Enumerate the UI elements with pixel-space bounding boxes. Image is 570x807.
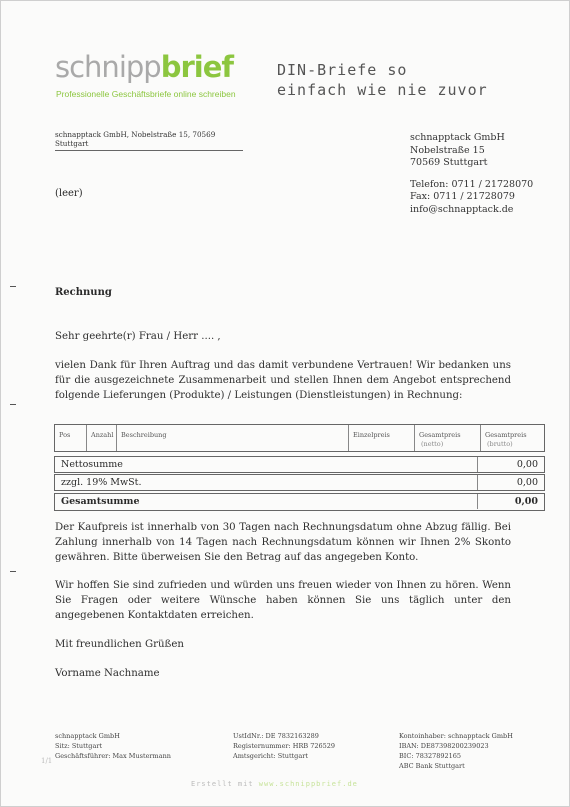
footer-company-info [55,731,171,761]
column-divider [477,475,478,490]
header-net-total-sub: (netto) [421,440,444,448]
sender-city: 70569 Stuttgart [410,157,488,168]
footer-line: UstIdNr.: DE 7832163289 [233,732,319,740]
footer-line: Kontoinhaber: schnapptack GmbH [399,732,513,740]
logo-text-schnipp: schnipp [55,50,161,84]
recipient-address: (leer) [55,188,83,199]
net-sum-label: Nettosumme [61,459,123,470]
slogan-line-1: DIN-Briefe so [277,61,408,79]
table-row-vat [54,474,545,491]
subject-line: Rechnung [55,287,112,298]
footer-line: IBAN: DE87398200239023 [399,742,489,750]
credit-text: Erstellt mit [191,780,259,788]
sender-phone: Telefon: 0711 / 21728070 [410,178,534,190]
items-table-header [54,424,545,452]
header-pos: Pos [55,425,87,451]
signature-name: Vorname Nachname [55,668,160,679]
logo-tagline: Professionelle Geschäftsbriefe online schreiben [56,89,236,99]
header-unit-price: Einzelpreis [349,425,415,451]
footer-line: BIC: 78327892165 [399,752,462,760]
credit-link[interactable]: www.schnippbrief.de [258,780,358,788]
header-gross-total-sub: (brutto) [487,440,513,448]
punch-mark [10,404,16,405]
header-net-total-label: Gesamtpreis [419,431,461,439]
footer-line: Sitz: Stuttgart [55,742,103,750]
header-description: Beschreibung [117,425,349,451]
credit-line [191,780,358,788]
vat-label: zzgl. 19% MwSt. [61,477,142,488]
table-row-net [54,456,545,473]
total-value: 0,00 [514,496,538,507]
sender-fax: Fax: 0711 / 21728079 [410,191,515,202]
net-sum-value: 0,00 [516,459,538,470]
slogan-line-2: einfach wie nie zuvor [277,81,488,99]
footer-bank-info [399,731,513,771]
sender-company: schnapptack GmbH [410,132,505,143]
header-gross-total [481,425,544,451]
payment-terms-paragraph: Der Kaufpreis ist innerhalb von 30 Tagen nach Rechnungsdatum ohne Abzug fällig. Bei Zahlung innerhalb von 14 Tagen nach Rechnungsdatum können wir Ihnen 2% Skonto gewähren. Bitte überweisen Sie den Betrag auf das angegeben Konto. [55,522,511,563]
table-row-total [54,493,545,511]
return-address: schnapptack GmbH, Nobelstraße 15, 70569 Stuttgart [55,130,243,151]
column-divider [477,457,478,472]
footer-line: ABC Bank Stuttgart [399,762,465,770]
header-qty: Anzahl [87,425,117,451]
column-divider [477,494,478,509]
page-number: 1/1 [41,757,53,765]
logo-text-brief: brief [160,50,233,84]
footer-line: Registernummer: HRB 726529 [233,742,336,750]
closing-paragraph: Wir hoffen Sie sind zufrieden und würden uns freuen wieder von Ihnen zu hören. Wenn Sie Fragen oder weitere Wünsche haben können Sie uns täglich unter den angegebenen Kontaktdaten erreichen. [55,580,511,621]
header-gross-total-label: Gesamtpreis [485,431,527,439]
greeting: Mit freundlichen Grüßen [55,639,184,650]
footer-line: Amtsgericht: Stuttgart [233,752,308,760]
fold-mark-top [10,286,16,287]
fold-mark-bottom [10,571,16,572]
logo [55,50,233,84]
header-net-total [415,425,481,451]
footer-line: schnapptack GmbH [55,732,120,740]
total-label: Gesamtsumme [61,496,140,507]
salutation: Sehr geehrte(r) Frau / Herr .... , [55,331,221,342]
footer-registration-info [233,731,335,761]
sender-street: Nobelstraße 15 [410,144,485,156]
sender-block [410,132,533,216]
footer-line: Geschäftsführer: Max Mustermann [55,752,171,760]
intro-paragraph: vielen Dank für Ihren Auftrag und das damit verbundene Vertrauen! Wir bedanken uns für die ausgezeichnete Zusammenarbeit und stellen Ihnen dem Angebot entsprechend folgende Lieferungen (Produkte) / Leistungen (Dienstleistungen) in Rechnung: [55,360,511,401]
vat-value: 0,00 [516,477,538,488]
sender-email: info@schnapptack.de [410,203,514,215]
